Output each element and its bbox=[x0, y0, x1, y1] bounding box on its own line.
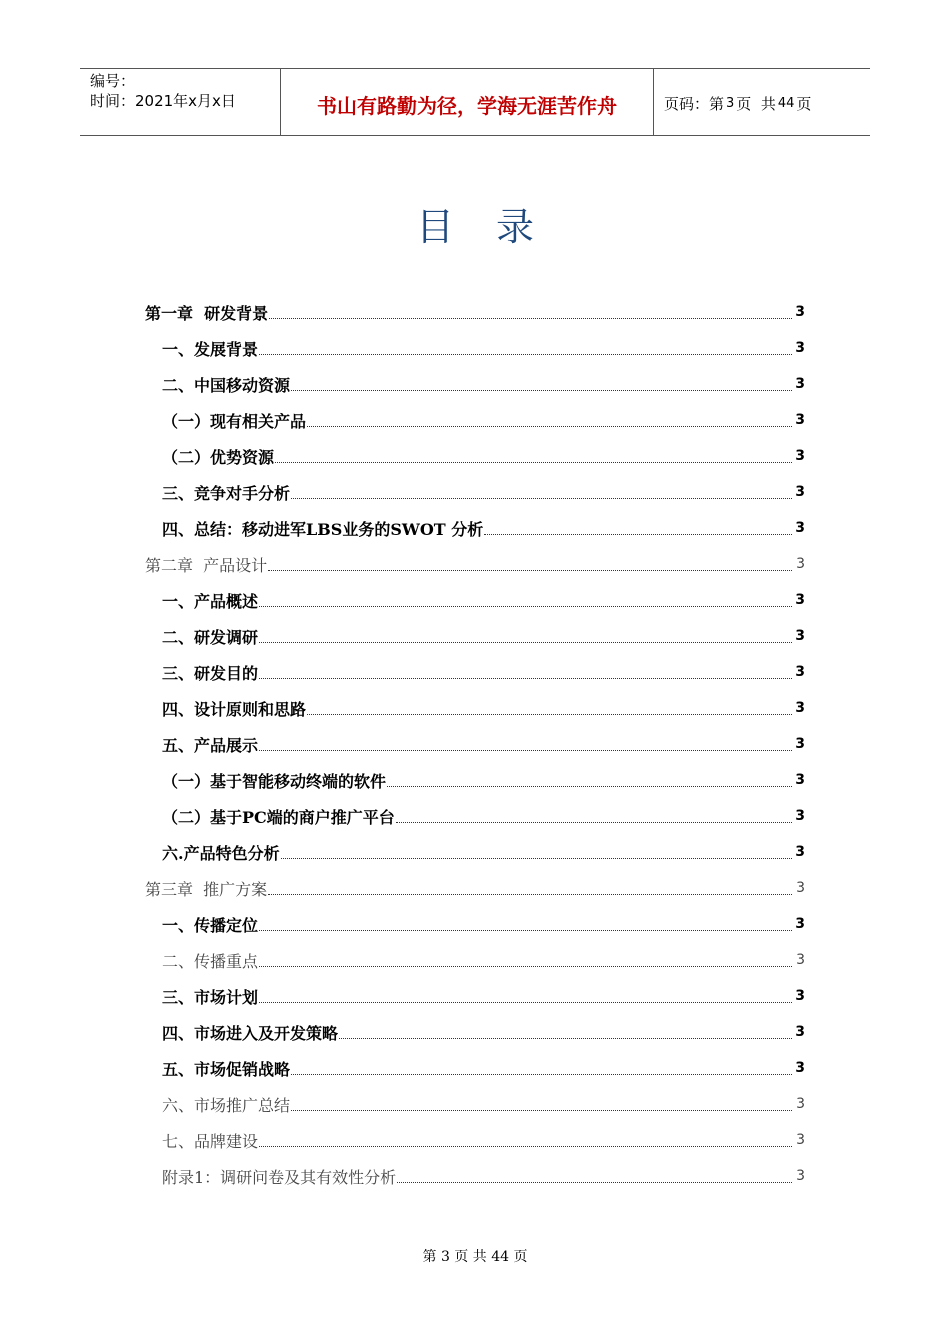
toc-page: 3 bbox=[795, 628, 805, 644]
header-page-prefix: 页码：第 bbox=[664, 94, 725, 113]
toc-leader bbox=[281, 858, 792, 859]
toc-page: 3 bbox=[795, 520, 805, 536]
toc-entry[interactable] bbox=[162, 834, 805, 870]
toc-entry[interactable] bbox=[162, 510, 805, 546]
toc-label: 三、市场计划 bbox=[162, 987, 259, 1007]
toc-leader bbox=[484, 534, 792, 535]
page-title: 目录 bbox=[415, 205, 576, 249]
header-motto: 书山有路勤为径，学海无涯苦作舟 bbox=[281, 69, 654, 135]
toc-entry[interactable] bbox=[162, 654, 805, 690]
toc-page: 3 bbox=[795, 808, 805, 824]
toc-label: （二）基于PC端的商户推广平台 bbox=[162, 807, 395, 827]
toc-label: 三、研发目的 bbox=[162, 663, 259, 683]
header-page-info bbox=[654, 69, 870, 135]
toc-label: （二）优势资源 bbox=[162, 447, 275, 467]
toc-label: 二、研发调研 bbox=[162, 627, 259, 647]
toc-page: 3 bbox=[795, 448, 805, 464]
toc-page: 3 bbox=[795, 844, 805, 860]
toc-page: 3 bbox=[795, 916, 805, 932]
toc-entry[interactable] bbox=[162, 798, 805, 834]
toc-label: 五、产品展示 bbox=[162, 735, 259, 755]
toc-entry[interactable] bbox=[162, 582, 805, 618]
toc-leader bbox=[259, 966, 792, 967]
toc-leader bbox=[259, 606, 792, 607]
toc-page: 3 bbox=[796, 952, 805, 968]
toc-entry[interactable] bbox=[162, 1050, 805, 1086]
toc-leader bbox=[259, 1002, 792, 1003]
toc-page: 3 bbox=[795, 1024, 805, 1040]
toc-label: 一、发展背景 bbox=[162, 339, 259, 359]
header-time: 时间：2021年x月x日 bbox=[90, 92, 236, 110]
toc-label: （一）现有相关产品 bbox=[162, 411, 307, 431]
toc-leader bbox=[396, 822, 792, 823]
toc-label: 第一章 研发背景 bbox=[145, 303, 269, 323]
toc-page: 3 bbox=[795, 412, 805, 428]
toc-entry[interactable] bbox=[162, 726, 805, 762]
toc-label: 一、传播定位 bbox=[162, 915, 259, 935]
toc-page: 3 bbox=[795, 700, 805, 716]
toc-page: 3 bbox=[796, 1132, 805, 1148]
toc-leader bbox=[397, 1182, 792, 1183]
toc-entry[interactable] bbox=[162, 330, 805, 366]
toc-page: 3 bbox=[795, 340, 805, 356]
toc-leader bbox=[259, 750, 792, 751]
toc-entry[interactable] bbox=[162, 474, 805, 510]
toc-entry[interactable] bbox=[162, 906, 805, 942]
toc-label: 七、品牌建设 bbox=[162, 1131, 259, 1151]
header-number: 编号： bbox=[90, 72, 136, 90]
toc-entry[interactable] bbox=[162, 942, 805, 978]
toc-page: 3 bbox=[795, 304, 805, 320]
toc-label: 四、设计原则和思路 bbox=[162, 699, 307, 719]
toc-entry[interactable] bbox=[162, 762, 805, 798]
header-page-suffix: 页 bbox=[796, 94, 812, 113]
toc-leader bbox=[307, 426, 792, 427]
header-page-current: 3 bbox=[726, 95, 735, 111]
toc-label: 三、竞争对手分析 bbox=[162, 483, 291, 503]
toc-leader bbox=[291, 1110, 792, 1111]
header-page-mid: 页 共 bbox=[736, 94, 776, 113]
toc-leader bbox=[268, 894, 792, 895]
toc-entry[interactable] bbox=[162, 618, 805, 654]
toc-leader bbox=[259, 678, 792, 679]
toc-leader bbox=[387, 786, 792, 787]
toc-leader bbox=[275, 462, 792, 463]
toc-entry[interactable] bbox=[145, 870, 805, 906]
toc-label: 一、产品概述 bbox=[162, 591, 259, 611]
toc-page: 3 bbox=[795, 988, 805, 1004]
toc-entry[interactable] bbox=[162, 1158, 805, 1194]
toc-label: （一）基于智能移动终端的软件 bbox=[162, 771, 387, 791]
toc-leader bbox=[291, 390, 792, 391]
toc-entry[interactable] bbox=[162, 1086, 805, 1122]
header-page-total: 44 bbox=[777, 95, 795, 111]
toc-entry[interactable] bbox=[162, 978, 805, 1014]
toc-entry[interactable] bbox=[162, 690, 805, 726]
toc-page: 3 bbox=[796, 1168, 805, 1184]
header-meta bbox=[80, 69, 281, 135]
toc-entry[interactable] bbox=[145, 294, 805, 330]
toc-page: 3 bbox=[795, 772, 805, 788]
toc-page: 3 bbox=[796, 880, 805, 896]
toc-leader bbox=[259, 642, 792, 643]
toc-label: 第三章 推广方案 bbox=[145, 879, 268, 899]
toc-page: 3 bbox=[795, 592, 805, 608]
toc-page: 3 bbox=[796, 1096, 805, 1112]
toc-page: 3 bbox=[795, 484, 805, 500]
toc-entry[interactable] bbox=[162, 1014, 805, 1050]
toc-label: 二、中国移动资源 bbox=[162, 375, 291, 395]
toc-leader bbox=[269, 318, 792, 319]
toc-leader bbox=[259, 1146, 792, 1147]
toc-label: 四、市场进入及开发策略 bbox=[162, 1023, 339, 1043]
toc-leader bbox=[259, 354, 792, 355]
toc-entry[interactable] bbox=[162, 402, 805, 438]
toc-label: 附录1：调研问卷及其有效性分析 bbox=[162, 1167, 397, 1187]
toc-entry[interactable] bbox=[162, 438, 805, 474]
toc-leader bbox=[268, 570, 792, 571]
toc-page: 3 bbox=[795, 1060, 805, 1076]
toc-page: 3 bbox=[795, 664, 805, 680]
toc-leader bbox=[291, 1074, 792, 1075]
page-header bbox=[80, 68, 870, 136]
toc-entry[interactable] bbox=[162, 1122, 805, 1158]
toc-label: 五、市场促销战略 bbox=[162, 1059, 291, 1079]
toc-page: 3 bbox=[795, 376, 805, 392]
toc-label: 六.产品特色分析 bbox=[162, 843, 280, 863]
toc-leader bbox=[291, 498, 792, 499]
toc-label: 四、总结：移动进军LBS业务的SWOT 分析 bbox=[162, 519, 484, 539]
toc-label: 第二章 产品设计 bbox=[145, 555, 268, 575]
toc-leader bbox=[259, 930, 792, 931]
page-footer: 第 3 页 共 44 页 bbox=[422, 1249, 528, 1265]
toc-entry[interactable] bbox=[162, 366, 805, 402]
toc-page: 3 bbox=[796, 556, 805, 572]
toc-entry[interactable] bbox=[145, 546, 805, 582]
toc-leader bbox=[307, 714, 792, 715]
toc-leader bbox=[339, 1038, 792, 1039]
toc-page: 3 bbox=[795, 736, 805, 752]
toc-label: 二、传播重点 bbox=[162, 951, 259, 971]
toc-label: 六、市场推广总结 bbox=[162, 1095, 291, 1115]
